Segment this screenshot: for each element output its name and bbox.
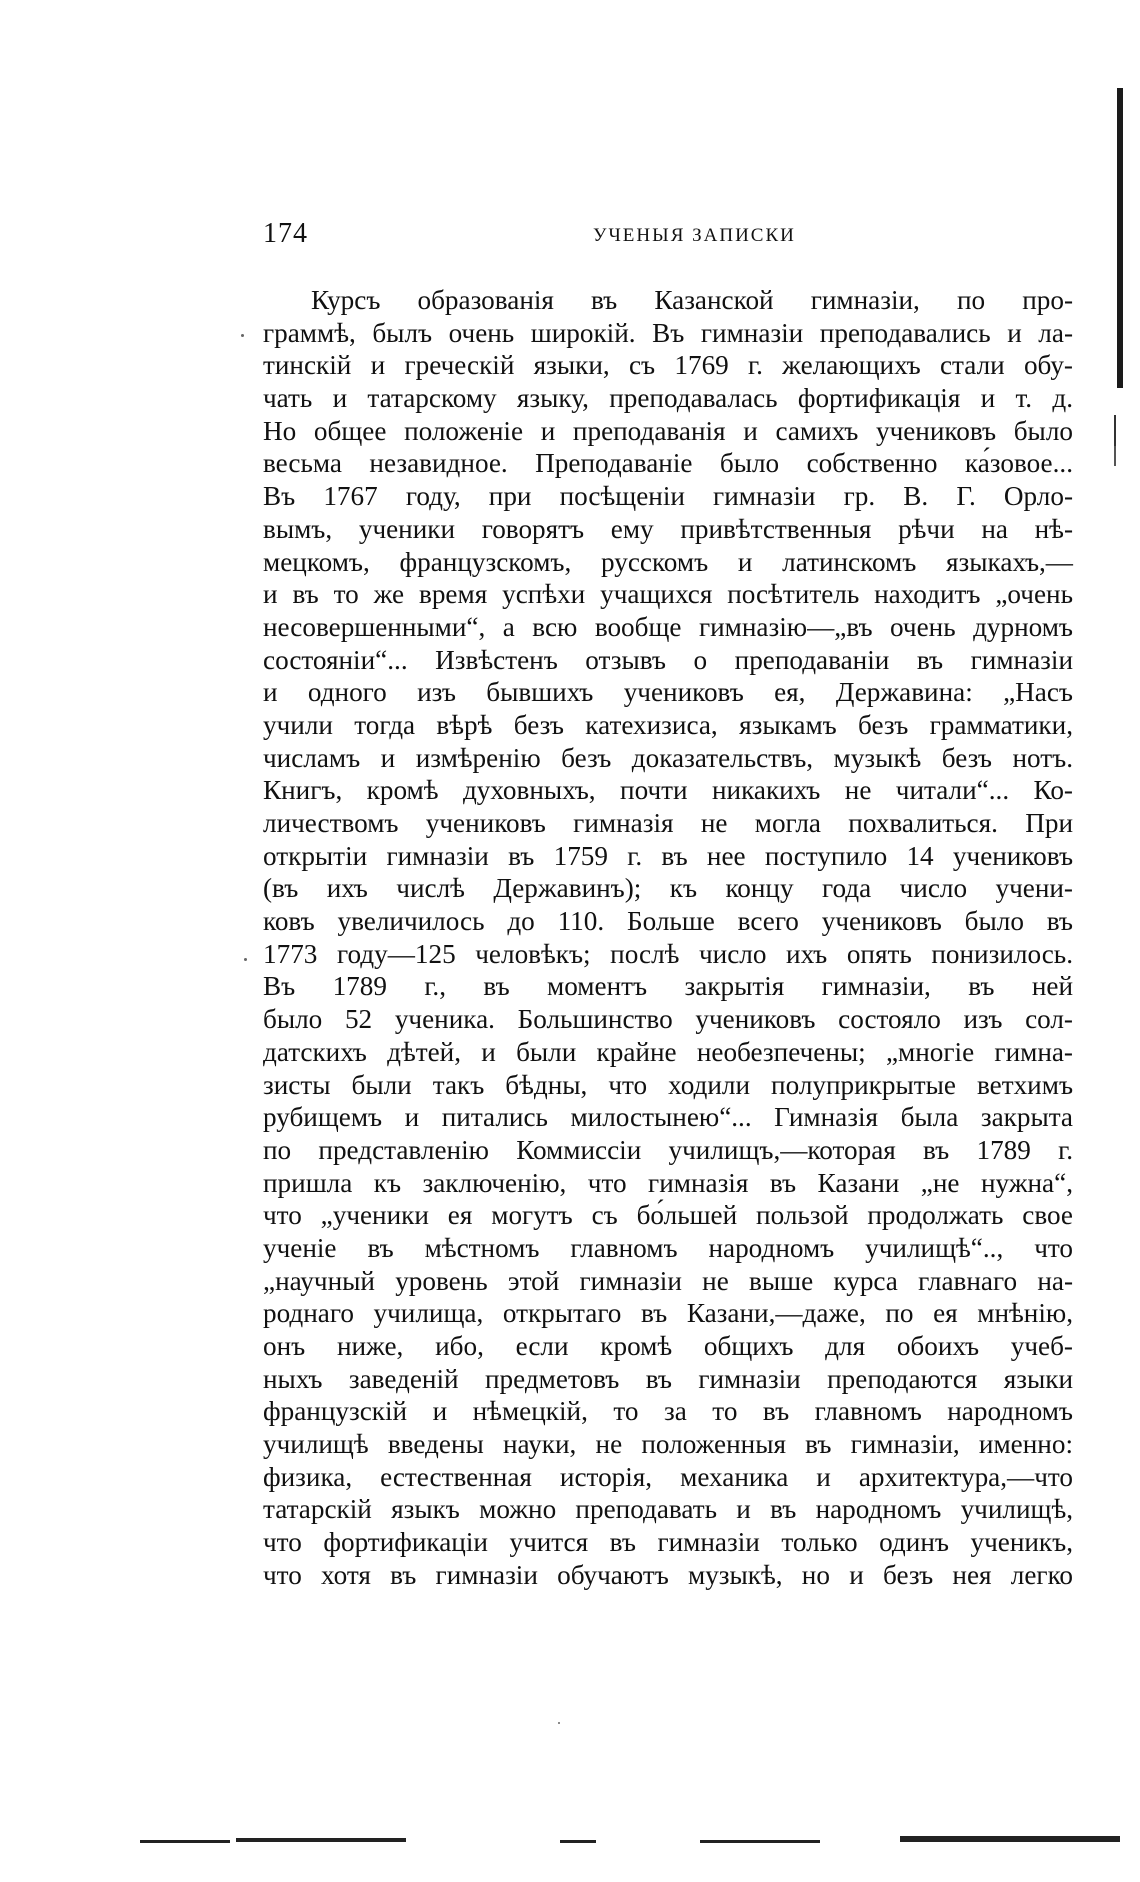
- scan-edge-mark: [140, 1840, 230, 1843]
- text-line: открытіи гимназіи въ 1759 г. въ нее поступило 14 учениковъ: [263, 840, 1073, 871]
- scan-edge-mark: [1114, 415, 1116, 447]
- text-line: училищѣ введены науки, не положенныя въ гимназіи, именно:: [263, 1429, 1073, 1460]
- text-line: мецкомъ, французскомъ, русскомъ и латинскомъ языкахъ,—: [263, 546, 1073, 577]
- text-line: ковъ увеличилось до 110. Больше всего учениковъ было въ: [263, 906, 1073, 937]
- text-line: Курсъ образованія въ Казанской гимназіи, по про-: [311, 285, 1073, 315]
- text-line: (въ ихъ числѣ Державинъ); къ концу года число учени-: [263, 873, 1073, 904]
- scan-speck: [241, 334, 244, 337]
- text-line: чать и татарскому языку, преподавалась фортификація и т. д.: [263, 383, 1073, 414]
- text-line: весьма незавидное. Преподаваніе было собственно ка́зовое...: [263, 448, 1073, 479]
- scan-edge-mark: [1114, 446, 1116, 466]
- text-line: тинскій и греческій языки, съ 1769 г. желающихъ стали обу-: [263, 350, 1073, 381]
- text-line: и одного изъ бывшихъ учениковъ ея, Державина: „Насъ: [263, 677, 1073, 708]
- text-line: личествомъ учениковъ гимназія не могла похвалиться. При: [263, 808, 1073, 838]
- scan-speck: [558, 1722, 560, 1724]
- text-line: французскій и нѣмецкій, то за то въ главномъ народномъ: [263, 1396, 1073, 1427]
- text-line: вымъ, ученики говорятъ ему привѣтственныя рѣчи на нѣ-: [263, 513, 1073, 544]
- scan-speck: [244, 958, 247, 961]
- text-line: роднаго училища, открытаго въ Казани,—даже, по ея мнѣнію,: [263, 1298, 1073, 1329]
- text-line: числамъ и измѣренію безъ доказательствъ, музыкѣ безъ нотъ.: [263, 742, 1073, 773]
- text-line: Книгъ, кромѣ духовныхъ, почти никакихъ не читали“... Ко-: [263, 775, 1073, 806]
- text-line: граммѣ, былъ очень широкій. Въ гимназіи преподавались и ла-: [263, 317, 1073, 348]
- text-line: Въ 1767 году, при посѣщеніи гимназіи гр. В. Г. Орло-: [263, 481, 1073, 512]
- text-line: учили тогда вѣрѣ безъ катехизиса, языкамъ безъ грамматики,: [263, 709, 1073, 740]
- text-line: Но общее положеніе и преподаванія и самихъ учениковъ было: [263, 415, 1073, 446]
- text-line: по представленію Коммиссіи училищъ,—которая въ 1789 г.: [263, 1134, 1073, 1165]
- body-text: [263, 284, 1073, 1592]
- text-line: датскихъ дѣтей, и были крайне необезпечены; „многіе гимна-: [263, 1036, 1073, 1067]
- text-line: что „ученики ея могутъ съ бо́льшей пользой продолжать свое: [263, 1200, 1073, 1231]
- running-head: УЧЕНЫЯ ЗАПИСКИ: [593, 225, 796, 246]
- text-line: онъ ниже, ибо, если кромѣ общихъ для обоихъ учеб-: [263, 1331, 1073, 1361]
- text-line: рубищемъ и питались милостынею“... Гимназія была закрыта: [263, 1102, 1073, 1133]
- page-header: [263, 218, 1073, 252]
- text-line: состояніи“... Извѣстенъ отзывъ о преподаваніи въ гимназіи: [263, 644, 1073, 675]
- text-line: „научный уровень этой гимназіи не выше курса главнаго на-: [263, 1265, 1073, 1296]
- text-line: Въ 1789 г., въ моментъ закрытія гимназіи, въ ней: [263, 971, 1073, 1002]
- scan-edge-mark: [560, 1840, 596, 1843]
- text-line: и въ то же время успѣхи учащихся посѣтитель находитъ „очень: [263, 579, 1073, 610]
- text-line: зисты были такъ бѣдны, что ходили полуприкрытые ветхимъ: [263, 1069, 1073, 1100]
- text-line: несовершенными“, а всю вообще гимназію—„въ очень дурномъ: [263, 611, 1073, 642]
- scan-edge-mark: [236, 1838, 406, 1842]
- page-number: 174: [263, 218, 308, 249]
- text-line: ученіе въ мѣстномъ главномъ народномъ училищѣ“.., что: [263, 1232, 1073, 1263]
- text-line: было 52 ученика. Большинство учениковъ состояло изъ сол-: [263, 1004, 1073, 1035]
- text-line: что фортификаціи учится въ гимназіи только одинъ ученикъ,: [263, 1527, 1073, 1558]
- scan-edge-mark: [700, 1840, 820, 1843]
- text-line: физика, естественная исторія, механика и архитектура,—что: [263, 1461, 1073, 1492]
- text-line: 1773 году—125 человѣкъ; послѣ число ихъ опять понизилось.: [263, 938, 1073, 969]
- text-line: ныхъ заведеній предметовъ въ гимназіи преподаются языки: [263, 1363, 1073, 1394]
- text-line: татарскій языкъ можно преподавать и въ народномъ училищѣ,: [263, 1494, 1073, 1525]
- text-line: что хотя въ гимназіи обучаютъ музыкѣ, но и безъ нея легко: [263, 1559, 1073, 1590]
- scan-edge-mark: [900, 1836, 1120, 1842]
- scan-edge-mark: [1117, 88, 1123, 388]
- text-line: пришла къ заключенію, что гимназія въ Казани „не нужна“,: [263, 1167, 1073, 1198]
